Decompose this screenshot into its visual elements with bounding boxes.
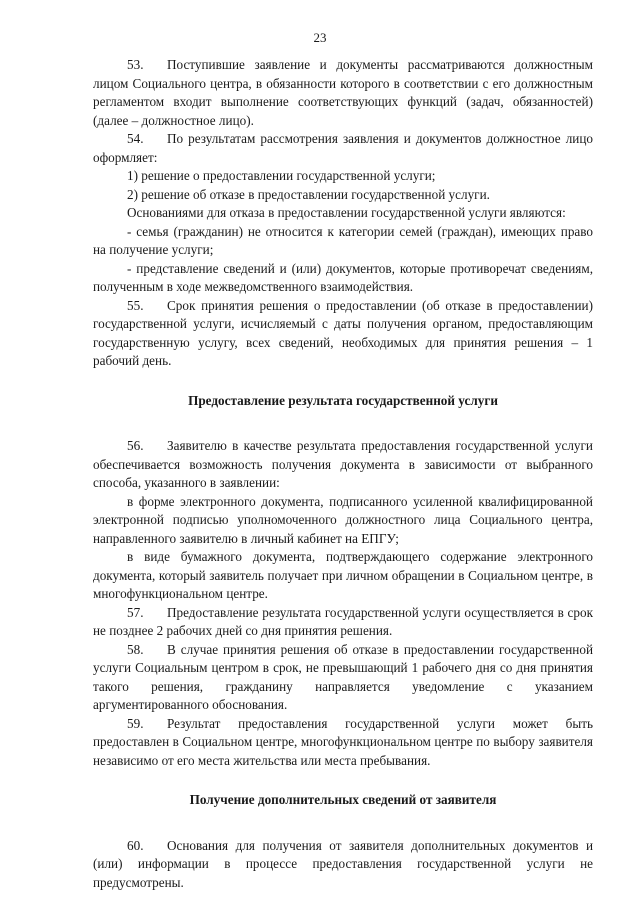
paragraph-55: [93, 297, 593, 371]
paragraph-text: Заявителю в качестве результата предоставления государственной услуги обеспечивается возможность получения документа в зависимости от выбранного способа, указанного в заявлении:: [93, 438, 593, 490]
paragraph-60: [93, 837, 593, 893]
paragraph-54: [93, 130, 593, 167]
paragraph-text: Поступившие заявление и документы рассматриваются должностным лицом Социального центра, в обязанности которого в соответствии с его должностным регламентом входит выполнение соответствующих функций (задач, обязанностей) (далее – должностное лицо).: [93, 57, 593, 128]
paragraph-number: 57.: [127, 604, 144, 620]
paragraph-number: 55.: [127, 297, 144, 313]
section-heading-additional-info: Получение дополнительных сведений от заявителя: [189, 792, 497, 807]
decision-item-2: 2) решение об отказе в предоставлении государственной услуги.: [127, 186, 490, 202]
paragraph-57: [93, 604, 593, 641]
paragraph-number: 56.: [127, 438, 144, 453]
paragraph-53: [93, 56, 593, 130]
paragraph-text: По результатам рассмотрения заявления и документов должностное лицо оформляет:: [93, 131, 593, 165]
section-heading-result: Предоставление результата государственной услуги: [188, 392, 498, 408]
paragraph-number: 58.: [127, 641, 144, 657]
paragraph-number: 60.: [127, 837, 144, 853]
paragraph-text: В случае принятия решения об отказе в предоставлении государственной услуги Социальным центром в срок, не превышающий 1 рабочего дня со дня принятия такого решения, гражданину направляется уведомление с указанием аргументированного обоснования.: [93, 641, 593, 712]
paragraph-number: 59.: [127, 715, 144, 731]
paragraph-text: Срок принятия решения о предоставлении (об отказе в предоставлении) государственной услуги, исчисляемый с даты получения органом, предоставляющим государственную услугу, всех сведений, необходимых для принятия решения – 1 рабочий день.: [93, 297, 593, 368]
paragraph-text: Основания для получения от заявителя дополнительных документов и (или) информации в процессе предоставления государственной услуги не предусмотрены.: [93, 837, 593, 890]
decision-item-1: 1) решение о предоставлении государственной услуги;: [127, 168, 436, 183]
page-number: 23: [313, 30, 327, 45]
result-option-electronic: в форме электронного документа, подписанного усиленной квалифицированной электронной подписью уполномоченного должностного лица Социального центра, направленного заявителю в личный кабинет на ЕПГУ;: [93, 493, 593, 546]
paragraph-59: [93, 715, 593, 771]
paragraph-text: Результат предоставления государственной услуги может быть предоставлен в Социальном центре, многофункциональном центре по выбору заявителя независимо от его места жительства или места пребывания.: [93, 715, 593, 768]
paragraph-number: 53.: [127, 57, 144, 72]
result-option-paper: в виде бумажного документа, подтверждающего содержание электронного документа, который заявитель получает при личном обращении в Социальном центре, в многофункциональном центре.: [93, 549, 593, 601]
paragraph-text: Предоставление результата государственной услуги осуществляется в срок не позднее 2 рабочих дней со дня принятия решения.: [93, 604, 593, 638]
refusal-grounds-intro: Основаниями для отказа в предоставлении государственной услуги являются:: [127, 205, 566, 220]
document-body: [93, 56, 593, 892]
paragraph-56: [93, 437, 593, 493]
paragraph-number: 54.: [127, 131, 144, 146]
paragraph-58: [93, 641, 593, 715]
refusal-ground-1: - семья (гражданин) не относится к категории семей (граждан), имеющих право на получение услуги;: [93, 223, 593, 257]
refusal-ground-2: - представление сведений и (или) документов, которые противоречат сведениям, полученным в ходе межведомственного взаимодействия.: [93, 260, 593, 294]
